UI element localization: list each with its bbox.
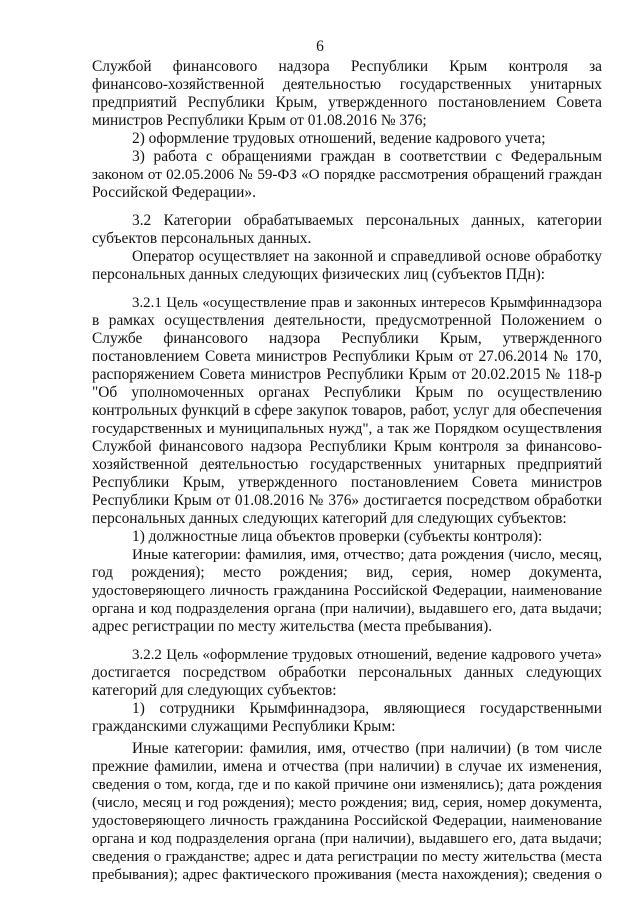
text-line: распоряжением Совета министров Республики Крым от 20.02.2015 № 118-р [92, 366, 602, 383]
text-line: категорий для следующих субъектов: [92, 682, 337, 699]
text-line: гражданскими служащими Республики Крым: [92, 718, 396, 735]
list-item: 2) оформление трудовых отношений, ведение кадрового учета; [132, 130, 546, 147]
text-line: сведения о том, когда, где и по какой причине они изменялись); дата рождения [92, 777, 602, 793]
text-line: год рождения); место рождения; вид, серия, номер документа, [92, 564, 602, 581]
text-line: хозяйственной деятельностью государственных унитарных предприятий [92, 456, 602, 473]
text-line: контрольных функций в сфере закупок товаров, работ, услуг для обеспечения [92, 402, 602, 419]
section-heading: субъектов персональных данных. [92, 230, 312, 247]
text-line: Службой финансового надзора Республики Крым контроля за [92, 58, 602, 75]
section-heading: 3.2 Категории обрабатываемых персональных данных, категории [132, 212, 602, 229]
text-line: Российской Федерации». [92, 184, 256, 201]
text-line: адрес регистрации по месту жительства (места пребывания). [92, 618, 493, 635]
text-line: персональных данных следующих категорий для следующих субъектов: [92, 510, 567, 527]
list-item: 1) должностные лица объектов проверки (субъекты контроля): [132, 528, 543, 545]
list-item: 3) работа с обращениями граждан в соответствии с Федеральным [132, 148, 602, 165]
list-item: 1) сотрудники Крымфиннадзора, являющиеся государственными [132, 700, 602, 717]
text-line: предприятий Республики Крым, утвержденного постановлением Совета [92, 94, 602, 111]
text-line: удостоверяющего личность гражданина Российской Федерации, наименование [92, 583, 602, 599]
text-line: Службе финансового надзора Республики Крым, утвержденного [92, 330, 602, 347]
text-line: персональных данных следующих физических лиц (субъектов ПДн): [92, 266, 546, 283]
subsection-heading: 3.2.1 Цель «осуществление прав и законных интересов Крымфиннадзора [132, 295, 602, 311]
text-line: Республики Крым, утвержденного постановлением Совета министров [92, 474, 602, 491]
subsection-heading: 3.2.2 Цель «оформление трудовых отношений, ведение кадрового учета» [132, 647, 602, 663]
text-line: сведения о гражданстве; адрес и дата регистрации по месту жительства (места [92, 849, 602, 865]
text-line: Иные категории: фамилия, имя, отчество (при наличии) (в том числе [132, 740, 602, 757]
text-line: органа и код подразделения органа (при наличии), выдавшего его, дата выдачи; [92, 831, 602, 847]
text-line: государственных и муниципальных нужд", а так же Порядком осуществления [92, 420, 602, 437]
text-line: удостоверяющего личность гражданина Российской Федерации, наименование [92, 813, 602, 829]
text-line: Республики Крым от 01.08.2016 № 376» достигается посредством обработки [92, 492, 602, 509]
text-line: законом от 02.05.2006 № 59-ФЗ «О порядке рассмотрения обращений граждан [92, 167, 602, 183]
text-line: министров Республики Крым от 01.08.2016 № 376; [92, 112, 427, 129]
text-line: Службой финансового надзора Республики Крым контроля за финансово- [92, 438, 602, 455]
text-line: постановлением Совета министров Республики Крым от 27.06.2014 № 170, [92, 348, 602, 365]
text-line: финансово-хозяйственной деятельностью государственных унитарных [92, 76, 602, 93]
text-line: достигается посредством обработки персональных данных следующих [92, 664, 602, 681]
text-line: Оператор осуществляет на законной и справедливой основе обработку [132, 248, 602, 265]
page-number: 6 [316, 38, 324, 55]
text-line: Иные категории: фамилия, имя, отчество; дата рождения (число, месяц, [132, 546, 602, 563]
text-line: "Об уполномоченных органах Республики Крым по осуществлению [92, 384, 602, 401]
text-line: в рамках осуществления деятельности, предусмотренной Положением о [92, 312, 602, 329]
text-line: прежние фамилии, имена и отчества (при наличии) в случае их изменения, [92, 758, 602, 775]
text-line: органа и код подразделения органа (при наличии), выдавшего его, дата выдачи; [92, 601, 602, 617]
text-line: пребывания); адрес фактического проживания (места нахождения); сведения о [92, 867, 602, 883]
text-line: (число, месяц и год рождения); место рождения; вид, серия, номер документа, [92, 795, 602, 811]
